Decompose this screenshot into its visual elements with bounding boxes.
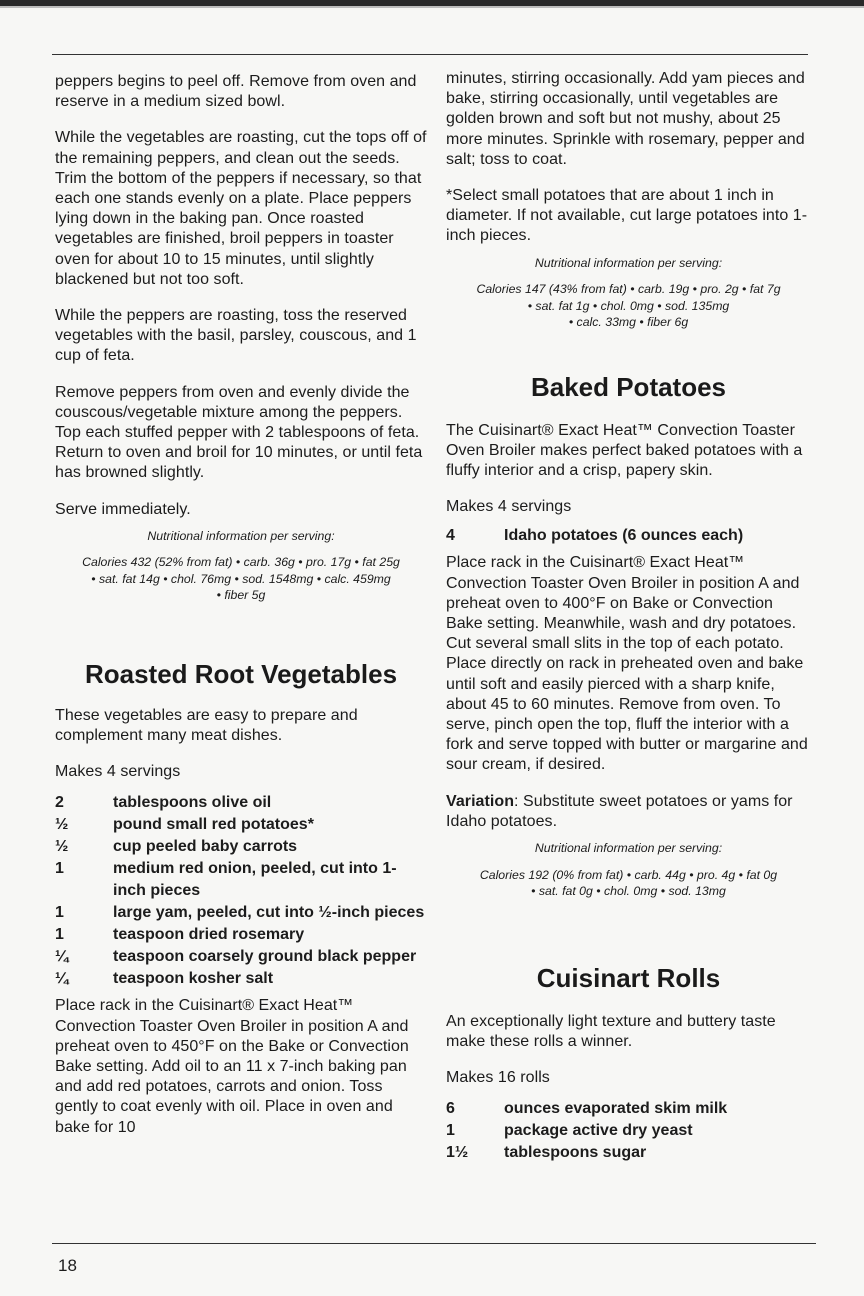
variation-label: Variation (446, 792, 515, 810)
paragraph: peppers begins to peel off. Remove from oven and reserve in a medium sized bowl. (55, 73, 417, 111)
recipe-intro: The Cuisinart® Exact Heat™ Convection Toaster Oven Broiler makes perfect baked potatoes with a fluffy interior and a crisp, papery skin. (446, 421, 803, 480)
ingredient-list (55, 792, 427, 990)
recipe-title: Cuisinart Rolls (536, 962, 721, 993)
recipe-yield: Makes 4 servings (55, 763, 181, 781)
page-number: 18 (58, 1256, 77, 1275)
ingredient-text: teaspoon dried rosemary (113, 926, 305, 944)
ingredient-qty: ½ (55, 816, 69, 834)
ingredient-row (446, 1142, 811, 1164)
left-column (55, 72, 427, 1138)
ingredient-qty: 2 (55, 794, 64, 812)
ingredient-text: teaspoon coarsely ground black pepper (113, 948, 417, 966)
ingredient-text: cup peeled baby carrots (113, 838, 298, 856)
nutrition-heading: Nutritional information per serving: (534, 255, 723, 270)
nutrition-line: • sat. fat 14g • chol. 76mg • sod. 1548mg • calc. 459mg (91, 571, 391, 586)
ingredient-qty: 1 (55, 926, 64, 944)
ingredient-row (55, 902, 427, 924)
ingredient-row (55, 968, 427, 990)
recipe-yield: Makes 4 servings (446, 498, 572, 516)
ingredient-text: large yam, peeled, cut into ½-inch pieces (113, 904, 425, 922)
ingredient-text: tablespoons olive oil (113, 794, 272, 812)
top-rule (52, 54, 808, 55)
bottom-rule (52, 1243, 816, 1244)
ingredient-row (446, 525, 811, 547)
ingredient-row (446, 1120, 811, 1142)
ingredient-qty: ½ (55, 838, 69, 856)
nutrition-line: Calories 147 (43% from fat) • carb. 19g • pro. 2g • fat 7g (476, 282, 781, 297)
ingredient-qty: 1½ (446, 1144, 469, 1162)
ingredient-text: teaspoon kosher salt (113, 970, 274, 988)
nutrition-line: • calc. 33mg • fiber 6g (568, 315, 689, 330)
ingredient-text: Idaho potatoes (6 ounces each) (504, 527, 744, 545)
right-column (446, 69, 811, 1164)
footnote: *Select small potatoes that are about 1 inch in diameter. If not available, cut large potatoes into 1-inch pieces. (446, 187, 808, 245)
paragraph: While the vegetables are roasting, cut the tops off of the remaining peppers, and clean out the seeds. Trim the bottom of the peppers if necessary, so that each one stands evenly on a plate. Place peppers lying down in the baking pan. Once roasted vegetables are finished, broil peppers in toaster oven for about 10 to 15 minutes, until slightly blackened but not too soft. (55, 129, 427, 288)
ingredient-qty: 1 (55, 904, 64, 922)
recipe-method: Place rack in the Cuisinart® Exact Heat™ Convection Toaster Oven Broiler in position A and preheat oven to 400°F on Bake or Convection Bake setting. Meanwhile, wash and dry potatoes. Cut several small slits in the top of each potato. Place directly on rack in preheated oven and bake until soft and easily pierced with a sharp knife, about 45 to 60 minutes. Remove from oven. To serve, pinch open the top, fluff the interior with a fork and serve topped with butter or margarine and sour cream, if desired. (446, 554, 808, 774)
ingredient-row (55, 836, 427, 858)
ingredient-row (55, 946, 427, 968)
ingredient-qty: 1 (55, 860, 64, 878)
recipe-yield: Makes 16 rolls (446, 1068, 550, 1086)
nutrition-line: • sat. fat 0g • chol. 0mg • sod. 13mg (531, 884, 726, 899)
ingredient-qty: ¼ (55, 948, 69, 966)
ingredient-row (55, 814, 427, 836)
ingredient-row (446, 1098, 811, 1120)
nutrition-heading: Nutritional information per serving: (147, 528, 335, 543)
nutrition-info (446, 255, 811, 331)
nutrition-info (55, 528, 427, 604)
ingredient-list (446, 1098, 811, 1164)
nutrition-line: Calories 192 (0% from fat) • carb. 44g • pro. 4g • fat 0g (479, 867, 778, 882)
paragraph: Serve immediately. (55, 500, 191, 518)
ingredient-qty: 4 (446, 527, 455, 545)
variation-text: : Substitute sweet potatoes or yams for Idaho potatoes. (446, 792, 793, 830)
ingredient-text: tablespoons sugar (504, 1144, 647, 1162)
ingredient-text: package active dry yeast (504, 1122, 693, 1140)
nutrition-heading: Nutritional information per serving: (534, 841, 723, 856)
recipe-title: Roasted Root Vegetables (84, 658, 398, 689)
nutrition-info (446, 840, 811, 900)
recipe-method: Place rack in the Cuisinart® Exact Heat™ Convection Toaster Oven Broiler in position A and preheat oven to 450°F on the Bake or Convection Bake setting. Add oil to an 11 x 7-inch baking pan and add red potatoes, carrots and onion. Toss gently to coat evenly with oil. Place in oven and bake for 10 (55, 997, 409, 1136)
ingredient-qty: ¼ (55, 970, 69, 988)
scan-edge-shadow (0, 6, 864, 8)
nutrition-line: • sat. fat 1g • chol. 0mg • sod. 135mg (527, 298, 730, 313)
ingredient-row (55, 858, 427, 902)
variation-note (446, 792, 811, 832)
nutrition-line: Calories 432 (52% from fat) • carb. 36g • pro. 17g • fat 25g (82, 555, 400, 570)
ingredient-text: pound small red potatoes* (113, 816, 314, 834)
paragraph: While the peppers are roasting, toss the reserved vegetables with the basil, parsley, couscous, and 1 cup of feta. (55, 307, 417, 365)
ingredient-row (55, 792, 427, 814)
paragraph: minutes, stirring occasionally. Add yam pieces and bake, stirring occasionally, until vegetables are golden brown and soft but not mushy, about 25 more minutes. Sprinkle with rosemary, pepper and salt; toss to coat. (446, 70, 805, 168)
recipe-intro: These vegetables are easy to prepare and complement many meat dishes. (55, 706, 358, 745)
recipe-intro: An exceptionally light texture and buttery taste make these rolls a winner. (446, 1012, 776, 1050)
ingredient-qty: 6 (446, 1100, 455, 1118)
paragraph: Remove peppers from oven and evenly divide the couscous/vegetable mixture among the peppers. Top each stuffed pepper with 2 tablespoons of feta. Return to oven and broil for 10 minutes, or until feta has browned slightly. (55, 383, 423, 482)
ingredient-row (55, 924, 427, 946)
ingredient-qty: 1 (446, 1122, 455, 1140)
nutrition-line: • fiber 5g (216, 588, 266, 603)
ingredient-text: medium red onion, peeled, cut into 1-inch pieces (113, 860, 397, 900)
ingredient-text: ounces evaporated skim milk (504, 1100, 728, 1118)
recipe-title: Baked Potatoes (530, 371, 727, 402)
